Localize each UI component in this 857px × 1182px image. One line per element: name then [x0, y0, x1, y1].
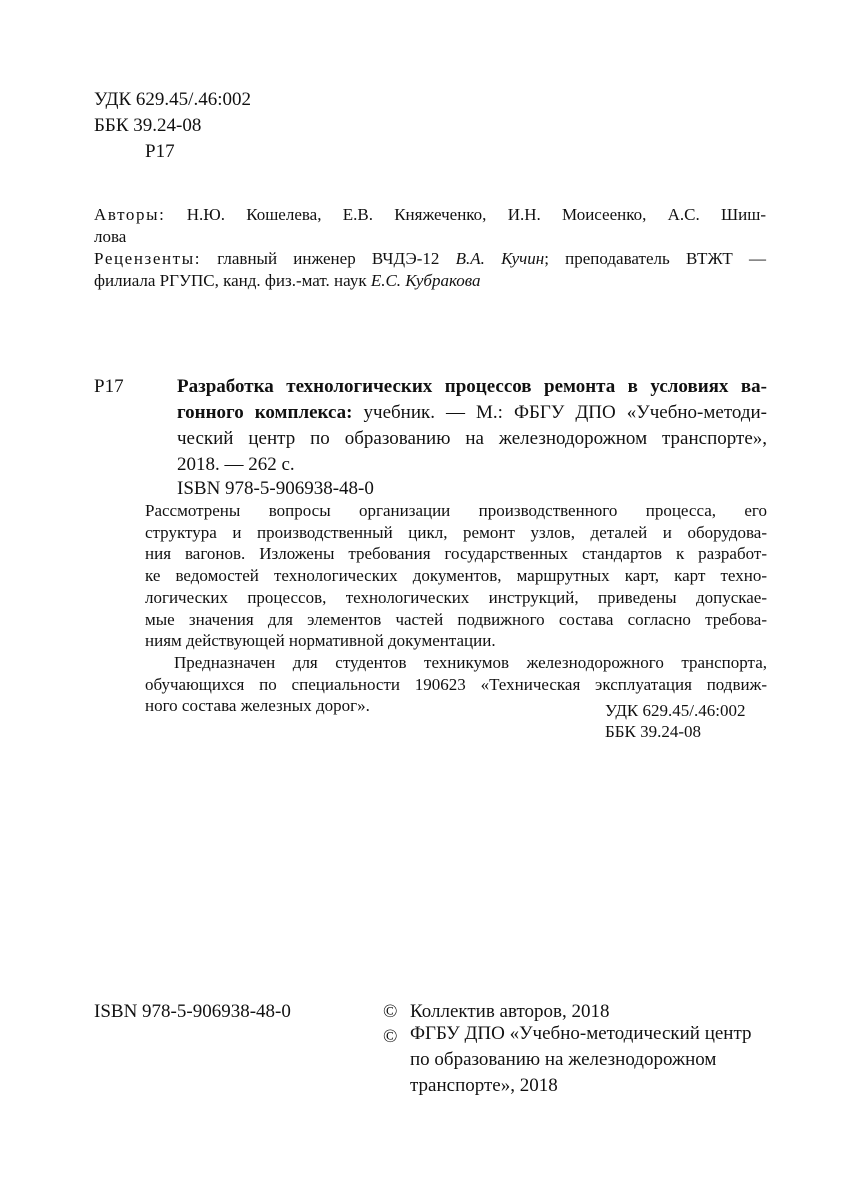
abstract-p2-line: Предназначен для студентов техникумов железнодорожного транспорта, [174, 653, 767, 672]
abstract-p1-line: ниям действующей нормативной документации. [145, 631, 496, 651]
copyright-text-2 [410, 1021, 752, 1099]
reviewers-line2: филиала РГУПС, канд. физ.-мат. наук [94, 270, 371, 290]
reviewers-part2: ; преподаватель ВТЖТ — [544, 249, 766, 268]
catalog-title-line3: ческий центр по образованию на железнодорожном транспорте», [177, 428, 767, 449]
header-udk: УДК 629.45/.46:002 [94, 89, 251, 110]
authors-label: Авторы: [94, 205, 166, 224]
copyright-symbol-2: © [383, 1026, 398, 1047]
abstract-p1-line: ке ведомостей технологических документов, маршрутных карт, карт техно- [145, 566, 767, 586]
copyright-text-1: Коллектив авторов, 2018 [410, 1001, 610, 1022]
abstract-udk: УДК 629.45/.46:002 [605, 701, 746, 720]
copyright-2-line: ФГБУ ДПО «Учебно-методический центр [410, 1023, 752, 1044]
abstract-p2-line: обучающихся по специальности 190623 «Техническая эксплуатация подвиж- [145, 674, 767, 694]
authors-names-line2: лова [94, 226, 127, 246]
header-author-mark: Р17 [145, 141, 175, 162]
abstract-p1-line: логических процессов, технологических инструкций, приведены допускае- [145, 587, 767, 607]
header-bbk: ББК 39.24-08 [94, 115, 202, 136]
abstract-p2-line: ного состава железных дорог». [145, 696, 370, 716]
reviewers-block [94, 248, 766, 291]
reviewers-part1: главный инженер ВЧДЭ-12 [201, 249, 456, 268]
abstract-bbk: ББК 39.24-08 [605, 722, 702, 741]
copyright-2-line: по образованию на железнодорожном [410, 1049, 717, 1070]
abstract-p1-line: мые значения для элементов частей подвижного состава согласно требова- [145, 609, 767, 629]
catalog-title-bold-1: Разработка технологических процессов ремонта в условиях ва- [177, 376, 767, 397]
catalog-title-bold-2: гонного комплекса: [177, 402, 353, 423]
abstract-paragraph-1 [145, 500, 767, 652]
abstract-p1-line: структура и производственный цикл, ремонт узлов, деталей и оборудова- [145, 522, 767, 542]
catalog-title-line4: 2018. — 262 с. [177, 454, 295, 475]
copyright-symbol-1: © [383, 1001, 398, 1022]
authors-names-line1: Н.Ю. Кошелева, Е.В. Княжеченко, И.Н. Моисеенко, А.С. Шиш- [186, 205, 767, 224]
reviewers-label: Рецензенты: [94, 249, 202, 268]
reviewer-name-1: В.А. Кучин [455, 249, 545, 268]
abstract-p1-line: Рассмотрены вопросы организации производственного процесса, его [145, 501, 767, 520]
catalog-mark: Р17 [94, 376, 124, 397]
copyright-2-line: транспорте», 2018 [410, 1075, 558, 1096]
reviewer-name-2: Е.С. Кубракова [370, 270, 481, 290]
catalog-isbn: ISBN 978-5-906938-48-0 [177, 478, 374, 499]
abstract-p1-line: ния вагонов. Изложены требования государственных стандартов к разработ- [145, 544, 767, 564]
catalog-title-line2-rest: учебник. — М.: ФБГУ ДПО «Учебно-методи- [352, 402, 767, 423]
authors-block [94, 204, 766, 247]
footer-isbn: ISBN 978-5-906938-48-0 [94, 1001, 291, 1022]
catalog-title-block [177, 374, 767, 478]
